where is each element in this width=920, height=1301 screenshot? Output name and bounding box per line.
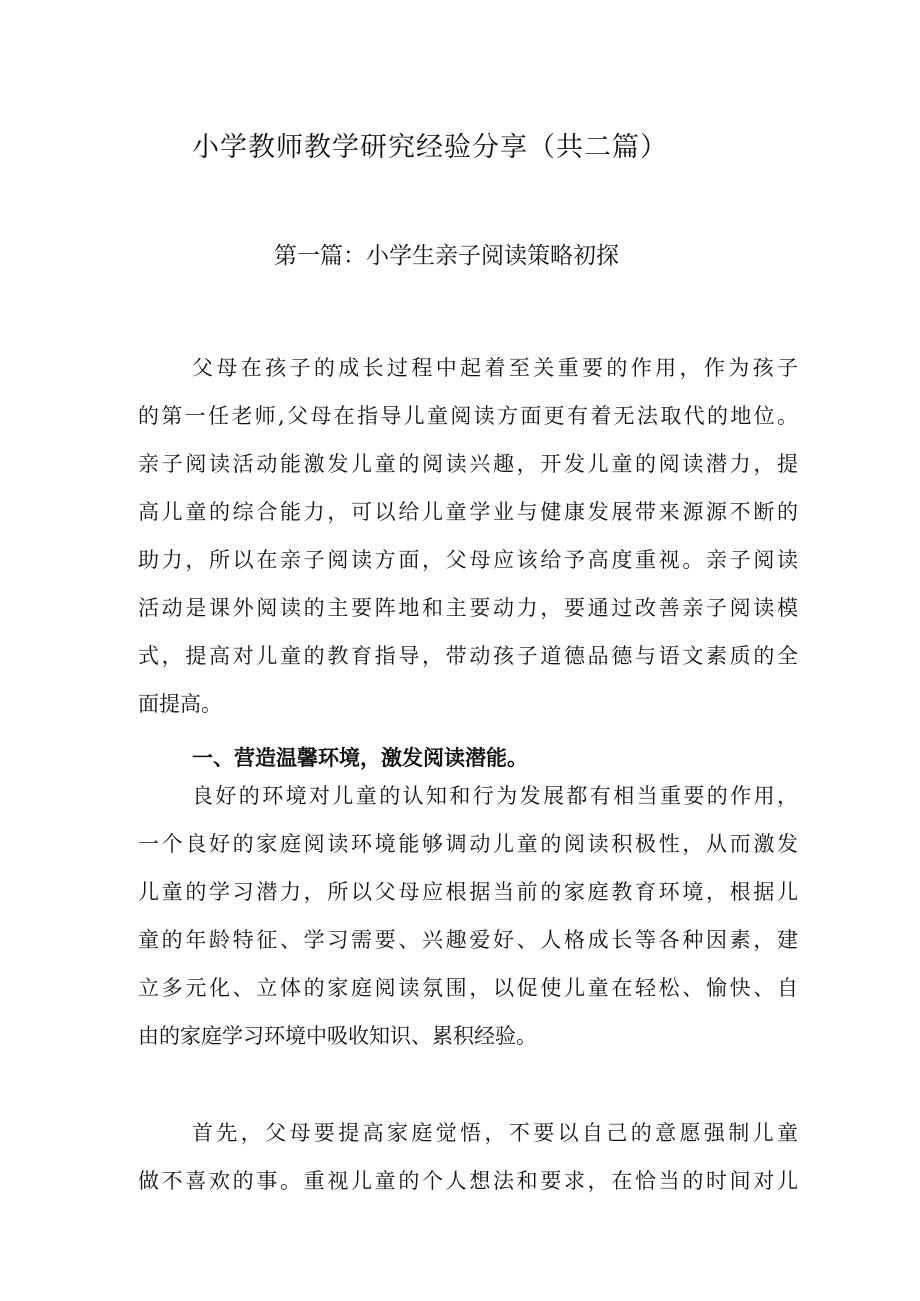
- paragraph-environment: [138, 772, 798, 1060]
- paragraph-line: 活动是课外阅读的主要阵地和主要动力，要通过改善亲子阅读模: [138, 596, 798, 620]
- paragraph-line: 式，提高对儿童的教育指导，带动孩子道德品德与语文素质的全: [138, 644, 798, 668]
- paragraph-line: 父母在孩子的成长过程中起着至关重要的作用，作为孩子: [192, 356, 798, 380]
- paragraph-first-point: [138, 1109, 798, 1205]
- paragraph-line: 做不喜欢的事。重视儿童的个人想法和要求，在恰当的时间对儿: [138, 1169, 798, 1193]
- paragraph-line: 一个良好的家庭阅读环境能够调动儿童的阅读积极性，从而激发: [138, 832, 798, 856]
- document-title: 小学教师教学研究经验分享（共二篇）: [192, 132, 668, 163]
- subheading-environment: 一、营造温馨环境，激发阅读潜能。: [192, 745, 528, 770]
- paragraph-line: 良好的环境对儿童的认知和行为发展都有相当重要的作用，: [192, 784, 798, 808]
- section-title: 第一篇：小学生亲子阅读策略初探: [274, 243, 619, 269]
- paragraph-line: 童的年龄特征、学习需要、兴趣爱好、人格成长等各种因素，建: [138, 928, 798, 952]
- paragraph-line: 立多元化、立体的家庭阅读氛围，以促使儿童在轻松、愉快、自: [138, 976, 798, 1000]
- paragraph-line: 助力，所以在亲子阅读方面，父母应该给予高度重视。亲子阅读: [138, 548, 798, 572]
- paragraph-line: 亲子阅读活动能激发儿童的阅读兴趣，开发儿童的阅读潜力，提: [138, 452, 798, 476]
- paragraph-line: 的第一任老师,父母在指导儿童阅读方面更有着无法取代的地位。: [138, 404, 798, 428]
- paragraph-line: 高儿童的综合能力，可以给儿童学业与健康发展带来源源不断的: [138, 500, 798, 524]
- paragraph-line: 面提高。: [138, 692, 222, 716]
- paragraph-line: 由的家庭学习环境中吸收知识、累积经验。: [138, 1024, 537, 1048]
- paragraph-line: 儿童的学习潜力，所以父母应根据当前的家庭教育环境，根据儿: [138, 880, 798, 904]
- paragraph-intro: [138, 344, 798, 728]
- paragraph-line: 首先，父母要提高家庭觉悟，不要以自己的意愿强制儿童: [192, 1121, 798, 1145]
